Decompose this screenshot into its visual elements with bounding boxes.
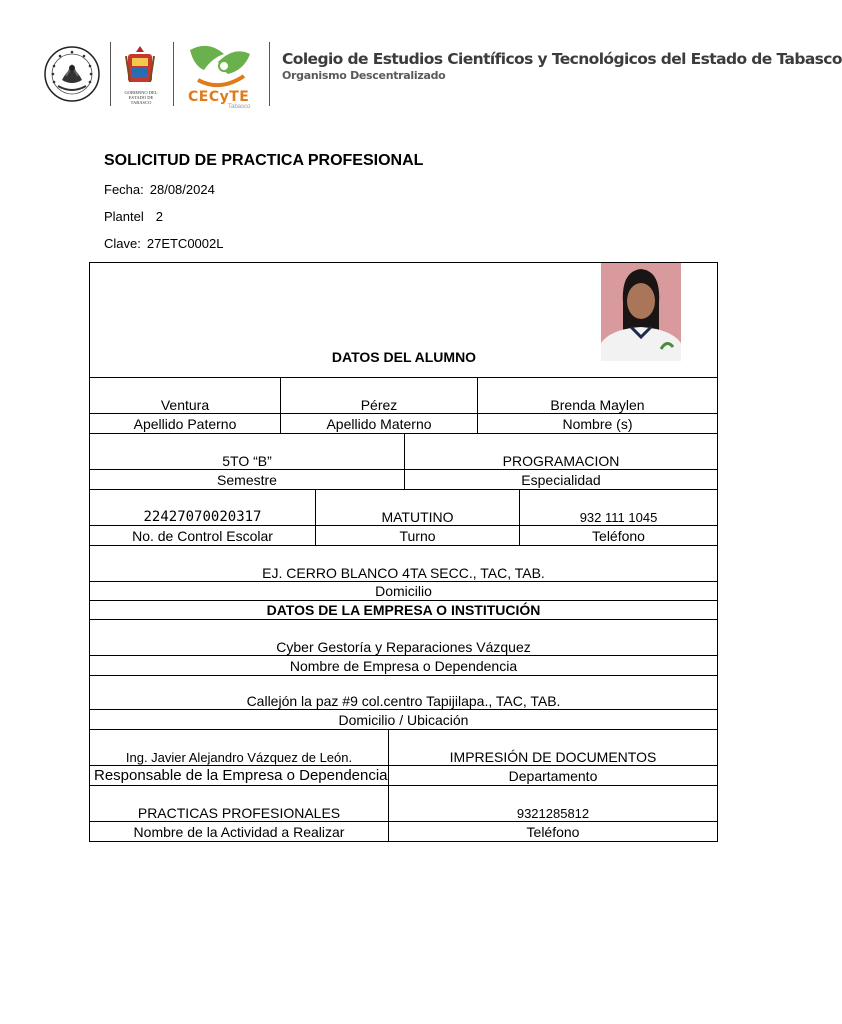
empresa-nombre-label: Nombre de Empresa o Dependencia	[90, 656, 718, 676]
control-escolar-label: No. de Control Escolar	[90, 526, 316, 546]
cecyte-subtitle: Tabasco	[228, 104, 251, 110]
domicilio-alumno-label: Domicilio	[90, 582, 718, 601]
plantel-label: Plantel	[104, 209, 144, 224]
mexico-seal-icon	[44, 46, 100, 102]
plantel-value: 2	[155, 209, 163, 224]
departamento-label: Departamento	[389, 766, 718, 786]
control-escolar-value: 22427070020317	[90, 490, 316, 526]
actividad-label: Nombre de la Actividad a Realizar	[90, 822, 389, 842]
domicilio-alumno-value: EJ. CERRO BLANCO 4TA SECC., TAC, TAB.	[90, 546, 718, 582]
empresa-domicilio-label: Domicilio / Ubicación	[90, 710, 718, 730]
departamento-value: IMPRESIÓN DE DOCUMENTOS	[389, 730, 718, 766]
telefono-empresa-label: Teléfono	[389, 822, 718, 842]
student-portrait-icon	[601, 263, 681, 361]
telefono-alumno-label: Teléfono	[520, 526, 718, 546]
practice-request-form	[89, 262, 718, 842]
clave-line	[104, 236, 223, 251]
apellido-paterno-value: Ventura	[90, 378, 281, 414]
student-section-title: DATOS DEL ALUMNO	[331, 349, 477, 365]
document-title: SOLICITUD DE PRACTICA PROFESIONAL	[104, 152, 424, 169]
semestre-label: Semestre	[90, 470, 405, 490]
apellido-paterno-label: Apellido Paterno	[90, 414, 281, 434]
especialidad-label: Especialidad	[405, 470, 718, 490]
fecha-label: Fecha:	[104, 182, 144, 197]
fecha-value: 28/08/2024	[149, 182, 215, 197]
student-photo	[601, 263, 681, 361]
fecha-line	[104, 182, 215, 197]
turno-value: MATUTINO	[316, 490, 520, 526]
clave-label: Clave:	[104, 236, 141, 251]
empresa-domicilio-value: Callejón la paz #9 col.centro Tapijilapa., TAC, TAB.	[90, 676, 718, 710]
telefono-alumno-value: 932 111 1045	[520, 490, 718, 526]
clave-value: 27ETC0002L	[146, 236, 224, 251]
header-divider	[110, 42, 111, 106]
apellido-materno-label: Apellido Materno	[281, 414, 478, 434]
company-section-title: DATOS DE LA EMPRESA O INSTITUCIÓN	[90, 601, 718, 620]
header-divider	[173, 42, 174, 106]
document-header	[40, 38, 842, 114]
header-divider	[269, 42, 270, 106]
plantel-line	[104, 209, 163, 224]
cecyte-wordmark: CECyTE	[188, 89, 250, 105]
institution-subtitle: Organismo Descentralizado	[282, 69, 446, 82]
turno-label: Turno	[316, 526, 520, 546]
nombre-value: Brenda Maylen	[478, 378, 718, 414]
institution-name: Colegio de Estudios Científicos y Tecnológicos del Estado de Tabasco	[282, 50, 842, 68]
actividad-value: PRACTICAS PROFESIONALES	[90, 786, 389, 822]
student-section-header	[90, 263, 718, 378]
responsable-value: Ing. Javier Alejandro Vázquez de León.	[90, 730, 389, 766]
nombre-label: Nombre (s)	[478, 414, 718, 434]
tabasco-government-text: GOBIERNO DEL ESTADO DE TABASCO	[124, 90, 158, 105]
telefono-empresa-value: 9321285812	[389, 786, 718, 822]
apellido-materno-value: Pérez	[281, 378, 478, 414]
empresa-nombre-value: Cyber Gestoría y Reparaciones Vázquez	[90, 620, 718, 656]
cecyte-logo-icon	[184, 40, 256, 96]
especialidad-value: PROGRAMACION	[405, 434, 718, 470]
semestre-value: 5TO “B”	[90, 434, 405, 470]
responsable-label: Responsable de la Empresa o Dependencia	[90, 766, 389, 786]
